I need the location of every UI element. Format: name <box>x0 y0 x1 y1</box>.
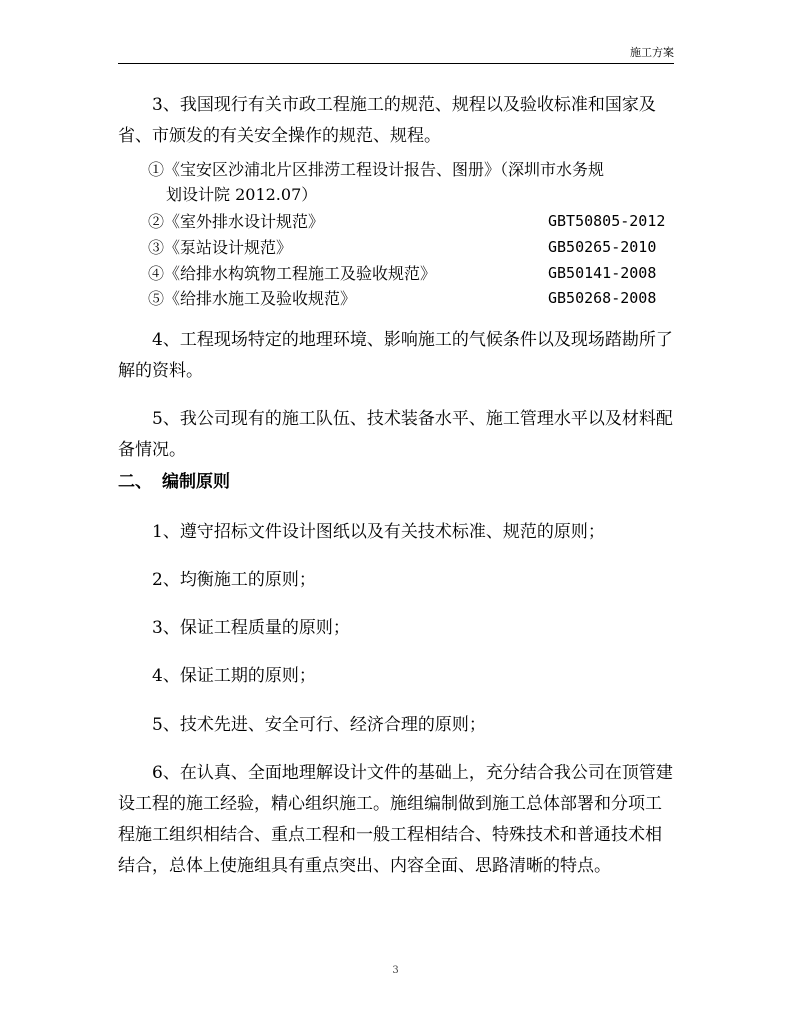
basis-item-4: 4、工程现场特定的地理环境、影响施工的气候条件以及现场踏勘所了解的资料。 <box>118 330 673 381</box>
reference-code: GBT50805-2012 <box>548 212 666 230</box>
reference-item-4 <box>148 261 668 286</box>
principle-item-1: 1、遵守招标文件设计图纸以及有关技术标准、规范的原则； <box>152 522 605 542</box>
reference-title: ②《室外排水设计规范》 <box>148 212 325 231</box>
reference-item-1-continuation: 划设计院 2012.07） <box>166 185 318 204</box>
reference-item-3 <box>148 235 668 260</box>
basis-item-3: 3、我国现行有关市政工程施工的规范、规程以及验收标准和国家及省、市颁发的有关安全操作的规范、规程。 <box>118 95 656 146</box>
reference-item-1: ①《宝安区沙浦北片区排涝工程设计报告、图册》（深圳市水务规 <box>148 160 605 179</box>
principle-item-3: 3、保证工程质量的原则； <box>152 618 350 638</box>
principle-item-5: 5、技术先进、安全可行、经济合理的原则； <box>152 715 486 735</box>
reference-code: GB50141-2008 <box>548 264 657 282</box>
reference-item-2 <box>148 209 668 234</box>
header-rule <box>118 63 674 64</box>
page-number: 3 <box>392 965 399 976</box>
reference-code: GB50265-2010 <box>548 238 657 256</box>
principle-item-4: 4、保证工期的原则； <box>152 666 316 686</box>
reference-title: ④《给排水构筑物工程施工及验收规范》 <box>148 264 437 283</box>
reference-title: ⑤《给排水施工及验收规范》 <box>148 289 357 308</box>
section-title: 编制原则 <box>162 472 230 492</box>
principle-item-2: 2、均衡施工的原则； <box>152 570 316 590</box>
section-heading <box>118 468 230 496</box>
basis-item-5: 5、我公司现有的施工队伍、技术装备水平、施工管理水平以及材料配备情况。 <box>118 409 673 460</box>
page-header: 施工方案 <box>630 46 674 59</box>
principle-item-6: 6、在认真、全面地理解设计文件的基础上，充分结合我公司在顶管建设工程的施工经验，精心组织施工。施组编制做到施工总体部署和分项工程施工组织相结合、重点工程和一般工程相结合、特殊技术和普通技术相结合，总体上使施组具有重点突出、内容全面、思路清晰的特点。 <box>118 763 673 876</box>
reference-code: GB50268-2008 <box>548 289 657 307</box>
reference-title: ③《泵站设计规范》 <box>148 238 293 257</box>
section-number: 二、 <box>118 472 152 492</box>
reference-item-5 <box>148 286 668 311</box>
